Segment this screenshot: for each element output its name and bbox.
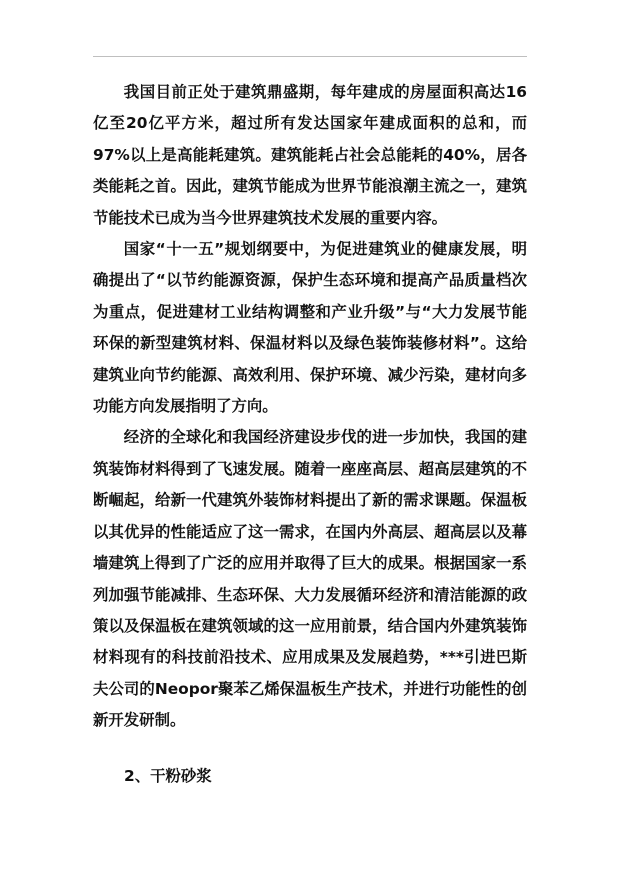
header-divider xyxy=(93,56,527,57)
section-heading: 2、干粉砂浆 xyxy=(124,767,212,785)
paragraph-five-year-plan: 国家“十一五”规划纲要中，为促进建筑业的健康发展，明确提出了“以节约能源资源，保护生态环境和提高产品质量档次为重点，促进建材工业结构调整和产业升级”与“大力发展节能环保的新型建筑材料、保温材料以及绿色装饰装修材料”。这给建筑业向节约能源、高效利用、保护环境、减少污染，建材向多功能方向发展指明了方向。 xyxy=(93,240,527,416)
paragraph-insulation-board: 经济的全球化和我国经济建设步伐的进一步加快，我国的建筑装饰材料得到了飞速发展。随着一座座高层、超高层建筑的不断崛起，给新一代建筑外装饰材料提出了新的需求课题。保温板以其优异的性能适应了这一需求，在国内外高层、超高层以及幕墙建筑上得到了广泛的应用并取得了巨大的成果。根据国家一系列加强节能减排、生态环保、大力发展循环经济和清洁能源的政策以及保温板在建筑领域的这一应用前景，结合国内外建筑装饰材料现有的科技前沿技术、应用成果及发展趋势，***引进巴斯夫公司的Neopor聚苯乙烯保温板生产技术，并进行功能性的创新开发研制。 xyxy=(93,428,527,730)
document-body xyxy=(93,77,527,737)
paragraph-building-energy: 我国目前正处于建筑鼎盛期，每年建成的房屋面积高达16亿至20亿平方米，超过所有发达国家年建成面积的总和，而97%以上是高能耗建筑。建筑能耗占社会总能耗的40%，居各类能耗之首。因此，建筑节能成为世界节能浪潮主流之一，建筑节能技术已成为当今世界建筑技术发展的重要内容。 xyxy=(93,83,527,227)
